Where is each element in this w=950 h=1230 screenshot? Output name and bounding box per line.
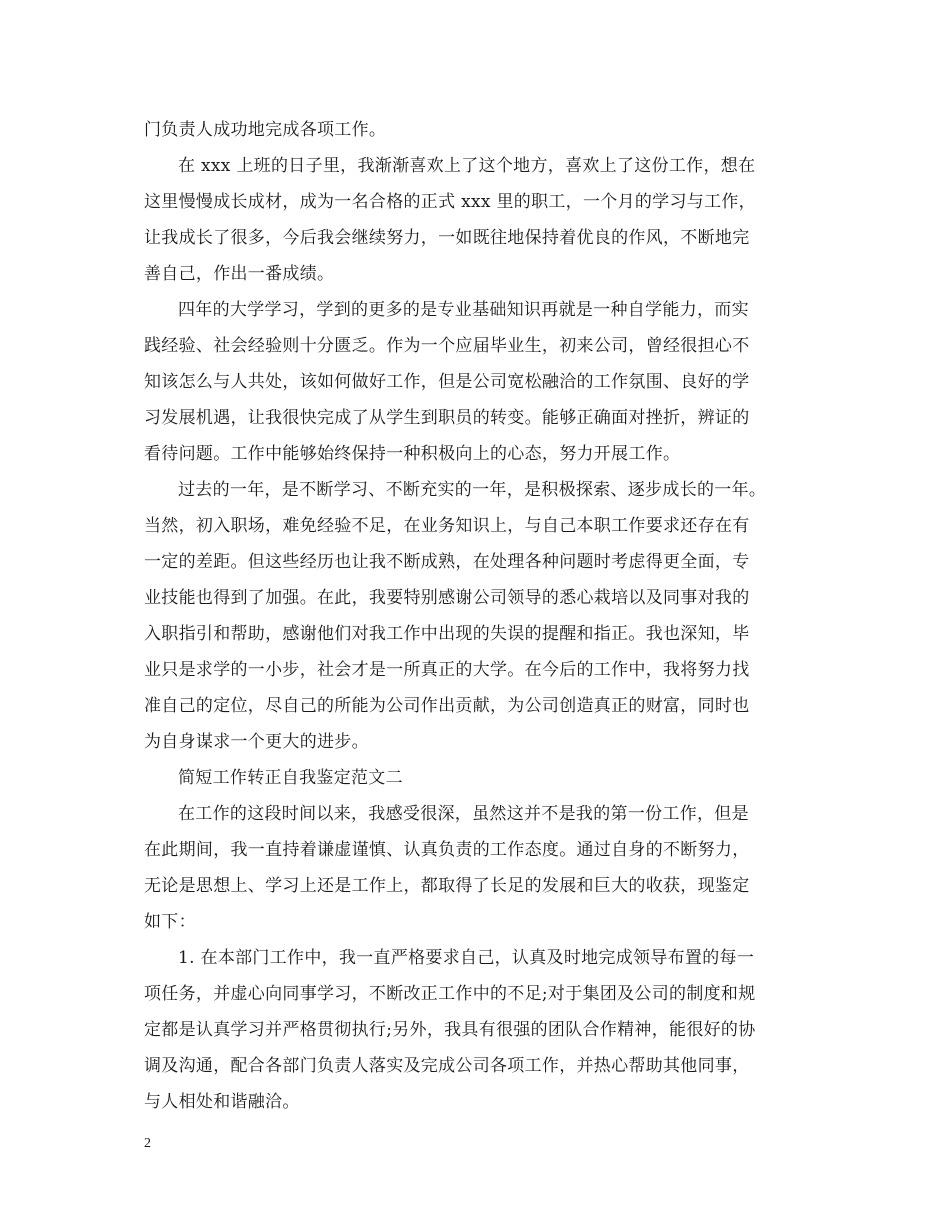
text-line: 在 xxx 上班的日子里，我渐渐喜欢上了这个地方，喜欢上了这份工作，想在 xyxy=(178,156,756,176)
text-line: 入职指引和帮助，感谢他们对我工作中出现的失误的提醒和指正。我也深知，毕 xyxy=(144,624,750,644)
text-line: 知该怎么与人共处，该如何做好工作，但是公司宽松融洽的工作氛围、良好的学 xyxy=(144,372,750,392)
text-line: 一定的差距。但这些经历也让我不断成熟，在处理各种问题时考虑得更全面，专 xyxy=(144,552,750,572)
text-line: 当然，初入职场，难免经验不足，在业务知识上，与自己本职工作要求还存在有 xyxy=(144,516,750,536)
text-line: 这里慢慢成长成材，成为一名合格的正式 xxx 里的职工，一个月的学习与工作， xyxy=(144,192,756,212)
text-line: 调及沟通，配合各部门负责人落实及完成公司各项工作，并热心帮助其他同事， xyxy=(144,1056,750,1076)
text-line: 为自身谋求一个更大的进步。 xyxy=(144,732,369,752)
text-line: 善自己，作出一番成绩。 xyxy=(144,264,335,284)
text-line: 无论是思想上、学习上还是工作上，都取得了长足的发展和巨大的收获，现鉴定 xyxy=(144,876,750,896)
text-line: 简短工作转正自我鉴定范文二 xyxy=(178,768,403,788)
text-line: 与人相处和谐融洽。 xyxy=(144,1092,300,1112)
text-line: 四年的大学学习，学到的更多的是专业基础知识再就是一种自学能力，而实 xyxy=(178,300,749,320)
page-number: 2 xyxy=(144,1136,151,1151)
text-line: 践经验、社会经验则十分匮乏。作为一个应届毕业生，初来公司，曾经很担心不 xyxy=(144,336,750,356)
text-line: 业技能也得到了加强。在此，我要特别感谢公司领导的悉心栽培以及同事对我的 xyxy=(144,588,750,608)
text-line: 门负责人成功地完成各项工作。 xyxy=(144,120,387,140)
text-line: 在工作的这段时间以来，我感受很深，虽然这并不是我的第一份工作，但是 xyxy=(178,804,749,824)
text-line: 如下： xyxy=(144,912,196,932)
text-line: 在此期间，我一直持着谦虚谨慎、认真负责的工作态度。通过自身的不断努力， xyxy=(144,840,750,860)
text-line: 定都是认真学习并严格贯彻执行;另外，我具有很强的团队合作精神，能很好的协 xyxy=(144,1020,756,1040)
text-line: 业只是求学的一小步，社会才是一所真正的大学。在今后的工作中，我将努力找 xyxy=(144,660,750,680)
text-line: 1. 在本部门工作中，我一直严格要求自己，认真及时地完成领导布置的每一 xyxy=(178,948,755,968)
text-line: 习发展机遇，让我很快完成了从学生到职员的转变。能够正确面对挫折，辨证的 xyxy=(144,408,750,428)
document-body xyxy=(144,112,824,1120)
text-line: 让我成长了很多，今后我会继续努力，一如既往地保持着优良的作风，不断地完 xyxy=(144,228,750,248)
text-line: 项任务，并虚心向同事学习，不断改正工作中的不足;对于集团及公司的制度和规 xyxy=(144,984,756,1004)
text-line: 看待问题。工作中能够始终保持一种积极向上的心态，努力开展工作。 xyxy=(144,444,681,464)
text-line: 准自己的定位，尽自己的所能为公司作出贡献，为公司创造真正的财富，同时也 xyxy=(144,696,750,716)
text-line: 过去的一年，是不断学习、不断充实的一年，是积极探索、逐步成长的一年。 xyxy=(178,480,767,500)
